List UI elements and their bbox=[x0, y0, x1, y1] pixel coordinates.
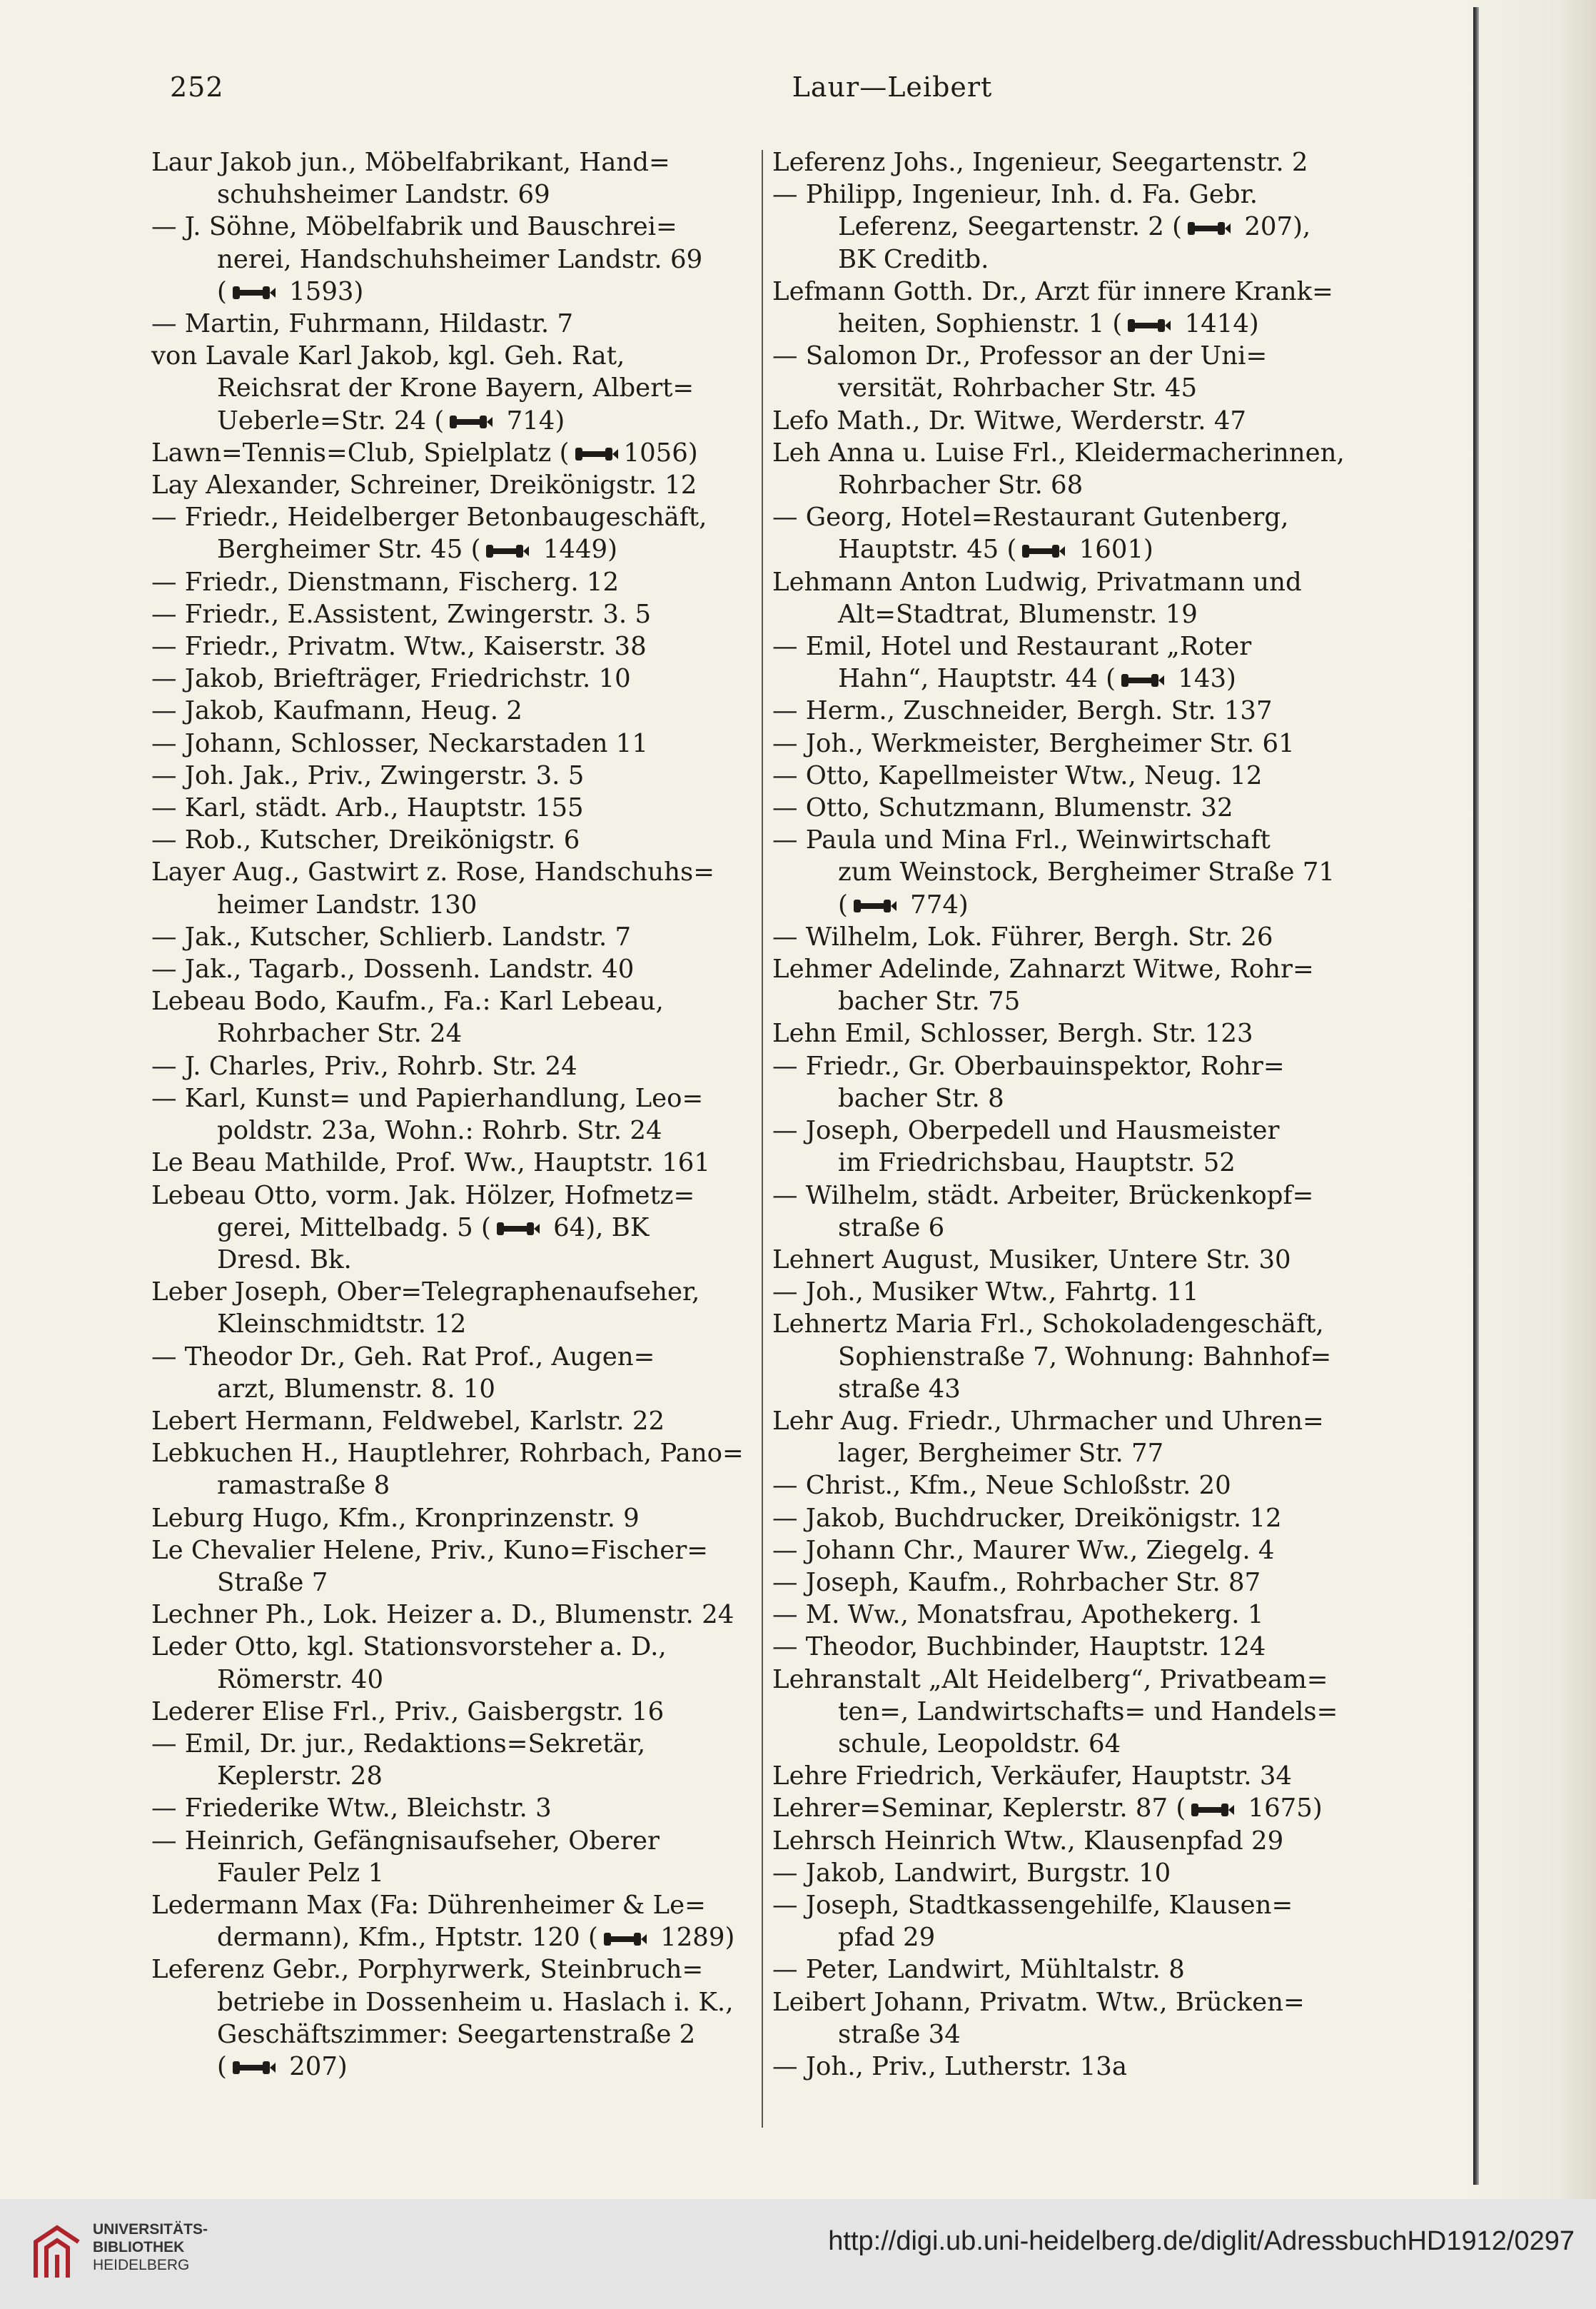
entry-line: poldstr. 23a, Wohn.: Rohrb. Str. 24 bbox=[217, 1116, 662, 1146]
directory-entry bbox=[151, 953, 758, 985]
entry-line: — Otto, Schutzmann, Blumenstr. 32 bbox=[772, 792, 1372, 824]
directory-entry bbox=[151, 566, 758, 598]
directory-entry bbox=[151, 760, 758, 792]
source-url-link[interactable]: http://digi.ub.uni-heidelberg.de/diglit/AdressbuchHD1912/0297 bbox=[828, 2226, 1575, 2256]
directory-entry bbox=[151, 1792, 758, 1824]
telephone-icon bbox=[602, 1930, 648, 1948]
directory-entry bbox=[772, 760, 1372, 792]
directory-entry bbox=[772, 824, 1372, 921]
entry-line: — M. Ww., Monatsfrau, Apothekerg. 1 bbox=[772, 1599, 1372, 1631]
entry-line: Ueberle=Str. 24 ( 714) bbox=[217, 406, 565, 436]
entry-line: schule, Leopoldstr. 64 bbox=[838, 1729, 1121, 1759]
directory-entry bbox=[772, 953, 1372, 1017]
entry-line: ten=, Landwirtschafts= und Handels= bbox=[838, 1696, 1338, 1726]
entry-line: im Friedrichsbau, Hauptstr. 52 bbox=[838, 1148, 1236, 1178]
entry-line: Leburg Hugo, Kfm., Kronprinzenstr. 9 bbox=[151, 1503, 640, 1533]
telephone-icon bbox=[231, 283, 277, 302]
page-number: 252 bbox=[170, 71, 224, 103]
directory-entry bbox=[151, 663, 758, 695]
telephone-icon bbox=[1186, 219, 1232, 238]
directory-entry bbox=[772, 1599, 1372, 1631]
telephone-icon bbox=[495, 1219, 541, 1238]
entry-line: — Herm., Zuschneider, Bergh. Str. 137 bbox=[772, 695, 1372, 727]
entry-line: — Theodor, Buchbinder, Hauptstr. 124 bbox=[772, 1631, 1372, 1663]
directory-entry bbox=[151, 1825, 758, 1889]
entry-line: — Friedr., Privatm. Wtw., Kaiserstr. 38 bbox=[151, 630, 758, 663]
library-logo-icon bbox=[21, 2213, 100, 2292]
directory-entry bbox=[772, 276, 1372, 340]
entry-line: Leferenz, Seegartenstr. 2 ( 207), bbox=[838, 212, 1311, 242]
entry-line: Rohrbacher Str. 24 bbox=[217, 1019, 463, 1049]
telephone-icon bbox=[231, 2058, 277, 2077]
entry-line: — Emil, Hotel und Restaurant „Roter bbox=[772, 630, 1372, 663]
entry-line: Rohrbacher Str. 68 bbox=[838, 471, 1084, 500]
entry-line: Fauler Pelz 1 bbox=[217, 1858, 385, 1888]
entry-line: Sophienstraße 7, Wohnung: Bahnhof= bbox=[838, 1342, 1332, 1372]
directory-entry bbox=[772, 1469, 1372, 1501]
entry-line: — Salomon Dr., Professor an der Uni= bbox=[772, 340, 1372, 372]
entry-line: — Georg, Hotel=Restaurant Gutenberg, bbox=[772, 501, 1372, 533]
entry-line: — Jakob, Kaufmann, Heug. 2 bbox=[151, 695, 758, 727]
telephone-icon bbox=[485, 542, 530, 560]
directory-entry bbox=[151, 1534, 758, 1599]
entry-line: Kleinschmidtstr. 12 bbox=[217, 1309, 467, 1339]
entry-line: — Joh., Priv., Lutherstr. 13a bbox=[772, 2051, 1372, 2083]
right-column bbox=[772, 146, 1372, 2083]
directory-entry bbox=[151, 598, 758, 630]
entry-line: — Friedr., E.Assistent, Zwingerstr. 3. 5 bbox=[151, 598, 758, 630]
entry-line: ( 774) bbox=[838, 890, 969, 920]
entry-line: Geschäftszimmer: Seegartenstraße 2 bbox=[217, 2019, 696, 2049]
directory-entry bbox=[772, 1017, 1372, 1050]
directory-entry bbox=[151, 308, 758, 340]
telephone-icon bbox=[852, 897, 898, 915]
entry-line: — Friedr., Gr. Oberbauinspektor, Rohr= bbox=[772, 1050, 1372, 1082]
running-head: Laur—Leibert bbox=[792, 71, 993, 103]
library-name-line: BIBLIOTHEK bbox=[93, 2239, 185, 2255]
directory-entry bbox=[772, 1857, 1372, 1889]
entry-line: Lehrer=Seminar, Keplerstr. 87 ( 1675) bbox=[772, 1794, 1323, 1823]
directory-entry bbox=[772, 1792, 1372, 1824]
entry-line: pfad 29 bbox=[838, 1923, 936, 1953]
entry-line: — Friedr., Heidelberger Betonbaugeschäft, bbox=[151, 501, 758, 533]
entry-line: BK Creditb. bbox=[838, 244, 989, 274]
directory-entry bbox=[151, 728, 758, 760]
directory-entry bbox=[772, 405, 1372, 437]
entry-line: Lehrsch Heinrich Wtw., Klausenpfad 29 bbox=[772, 1826, 1284, 1856]
directory-entry bbox=[772, 1760, 1372, 1792]
directory-entry bbox=[151, 695, 758, 727]
entry-line: Lebert Hermann, Feldwebel, Karlstr. 22 bbox=[151, 1406, 665, 1436]
directory-entry bbox=[772, 1276, 1372, 1308]
entry-line: Leder Otto, kgl. Stationsvorsteher a. D., bbox=[151, 1632, 667, 1662]
directory-entry bbox=[772, 2051, 1372, 2083]
directory-entry bbox=[151, 211, 758, 308]
entry-line: Leibert Johann, Privatm. Wtw., Brücken= bbox=[772, 1987, 1305, 2017]
entry-line: Lay Alexander, Schreiner, Dreikönigstr. 12 bbox=[151, 471, 697, 500]
entry-line: Le Beau Mathilde, Prof. Ww., Hauptstr. 161 bbox=[151, 1148, 710, 1178]
entry-line: heimer Landstr. 130 bbox=[217, 890, 478, 920]
entry-line: bacher Str. 75 bbox=[838, 987, 1021, 1017]
entry-line: Lehnertz Maria Frl., Schokoladengeschäft, bbox=[772, 1309, 1324, 1339]
entry-line: — Rob., Kutscher, Dreikönigstr. 6 bbox=[151, 824, 758, 856]
directory-entry bbox=[151, 1147, 758, 1179]
directory-entry bbox=[772, 1244, 1372, 1276]
entry-line: Reichsrat der Krone Bayern, Albert= bbox=[217, 373, 695, 403]
entry-line: arzt, Blumenstr. 8. 10 bbox=[217, 1374, 495, 1404]
directory-entry bbox=[151, 792, 758, 824]
entry-line: Lehr Aug. Friedr., Uhrmacher und Uhren= bbox=[772, 1406, 1324, 1436]
entry-line: Hauptstr. 45 ( 1601) bbox=[838, 535, 1153, 565]
directory-entry bbox=[151, 146, 758, 211]
entry-line: straße 34 bbox=[838, 2019, 961, 2049]
entry-line: Römerstr. 40 bbox=[217, 1664, 384, 1694]
directory-entry bbox=[772, 921, 1372, 953]
entry-line: — Joseph, Kaufm., Rohrbacher Str. 87 bbox=[772, 1566, 1372, 1599]
entry-line: Lechner Ph., Lok. Heizer a. D., Blumenstr. 24 bbox=[151, 1600, 734, 1630]
entry-line: Hahn“, Hauptstr. 44 ( 143) bbox=[838, 664, 1236, 694]
entry-line: Ledermann Max (Fa: Dührenheimer & Le= bbox=[151, 1890, 706, 1920]
directory-entry bbox=[772, 1502, 1372, 1534]
directory-entry bbox=[772, 1953, 1372, 1986]
entry-line: Le Chevalier Helene, Priv., Kuno=Fischer= bbox=[151, 1535, 709, 1565]
directory-entry bbox=[151, 1889, 758, 1953]
directory-entry bbox=[772, 1115, 1372, 1179]
entry-line: Lehre Friedrich, Verkäufer, Hauptstr. 34 bbox=[772, 1761, 1292, 1791]
telephone-icon bbox=[1021, 542, 1066, 560]
directory-entry bbox=[151, 921, 758, 953]
directory-entry bbox=[151, 1502, 758, 1534]
entry-line: straße 43 bbox=[838, 1374, 961, 1404]
entry-line: — Jak., Tagarb., Dossenh. Landstr. 40 bbox=[151, 953, 758, 985]
entry-line: Lehn Emil, Schlosser, Bergh. Str. 123 bbox=[772, 1019, 1253, 1049]
telephone-icon bbox=[574, 445, 620, 463]
entry-line: Alt=Stadtrat, Blumenstr. 19 bbox=[838, 599, 1198, 629]
binding-edge-line bbox=[1473, 7, 1479, 2185]
page-header bbox=[0, 71, 1370, 114]
directory-entry bbox=[151, 469, 758, 501]
entry-line: — Christ., Kfm., Neue Schloßstr. 20 bbox=[772, 1469, 1372, 1501]
entry-line: — Johann, Schlosser, Neckarstaden 11 bbox=[151, 728, 758, 760]
column-divider bbox=[762, 150, 763, 2128]
entry-line: Lederer Elise Frl., Priv., Gaisbergstr. 16 bbox=[151, 1696, 665, 1726]
directory-entry bbox=[772, 340, 1372, 404]
directory-entry bbox=[151, 1050, 758, 1082]
directory-entry bbox=[772, 1534, 1372, 1566]
directory-entry bbox=[772, 1566, 1372, 1599]
directory-entry bbox=[151, 1437, 758, 1501]
entry-line: — Jakob, Buchdrucker, Dreikönigstr. 12 bbox=[772, 1502, 1372, 1534]
entry-line: Lebeau Bodo, Kaufm., Fa.: Karl Lebeau, bbox=[151, 987, 664, 1017]
entry-line: Leber Joseph, Ober=Telegraphenaufseher, bbox=[151, 1277, 700, 1307]
directory-entry bbox=[151, 856, 758, 920]
directory-entry bbox=[772, 1631, 1372, 1663]
entry-line: — Karl, Kunst= und Papierhandlung, Leo= bbox=[151, 1082, 758, 1115]
entry-line: — Jakob, Briefträger, Friedrichstr. 10 bbox=[151, 663, 758, 695]
directory-entry bbox=[772, 1405, 1372, 1469]
telephone-icon bbox=[1120, 671, 1166, 690]
entry-line: ( 207) bbox=[217, 2051, 348, 2081]
entry-line: Lefo Math., Dr. Witwe, Werderstr. 47 bbox=[772, 406, 1246, 436]
entry-line: Lawn=Tennis=Club, Spielplatz ( 1056) bbox=[151, 438, 698, 468]
page-edge bbox=[1464, 0, 1596, 2199]
entry-line: — Friederike Wtw., Bleichstr. 3 bbox=[151, 1792, 758, 1824]
library-name bbox=[93, 2220, 208, 2274]
entry-line: — Wilhelm, städt. Arbeiter, Brückenkopf= bbox=[772, 1179, 1372, 1212]
entry-line: Lehranstalt „Alt Heidelberg“, Privatbeam= bbox=[772, 1664, 1328, 1694]
directory-entry bbox=[772, 501, 1372, 565]
entry-line: — Heinrich, Gefängnisaufseher, Oberer bbox=[151, 1825, 758, 1857]
entry-line: Dresd. Bk. bbox=[217, 1244, 352, 1274]
entry-line: — Jakob, Landwirt, Burgstr. 10 bbox=[772, 1857, 1372, 1889]
directory-entry bbox=[772, 792, 1372, 824]
entry-line: betriebe in Dossenheim u. Haslach i. K., bbox=[217, 1987, 734, 2017]
entry-line: — Johann Chr., Maurer Ww., Ziegelg. 4 bbox=[772, 1534, 1372, 1566]
directory-entry bbox=[772, 437, 1372, 501]
left-column bbox=[151, 146, 758, 2083]
entry-line: schuhsheimer Landstr. 69 bbox=[217, 180, 550, 210]
entry-line: — J. Söhne, Möbelfabrik und Bauschrei= bbox=[151, 211, 758, 243]
entry-line: — Philipp, Ingenieur, Inh. d. Fa. Gebr. bbox=[772, 178, 1372, 211]
entry-line: dermann), Kfm., Hptstr. 120 ( 1289) bbox=[217, 1923, 735, 1953]
directory-entry bbox=[151, 1599, 758, 1631]
directory-entry bbox=[772, 1308, 1372, 1405]
telephone-icon bbox=[1126, 316, 1172, 335]
entry-line: von Lavale Karl Jakob, kgl. Geh. Rat, bbox=[151, 341, 625, 371]
entry-line: lager, Bergheimer Str. 77 bbox=[838, 1439, 1164, 1469]
library-name-line: UNIVERSITÄTS- bbox=[93, 2221, 208, 2238]
library-name-line: HEIDELBERG bbox=[93, 2257, 190, 2273]
directory-entry bbox=[772, 1889, 1372, 1953]
entry-line: Lehmer Adelinde, Zahnarzt Witwe, Rohr= bbox=[772, 955, 1314, 985]
entry-line: — Joseph, Oberpedell und Hausmeister bbox=[772, 1115, 1372, 1147]
entry-line: — Peter, Landwirt, Mühltalstr. 8 bbox=[772, 1953, 1372, 1986]
entry-line: ( 1593) bbox=[217, 276, 364, 306]
entry-line: Straße 7 bbox=[217, 1567, 328, 1597]
directory-entry bbox=[772, 178, 1372, 276]
entry-line: Lehmann Anton Ludwig, Privatmann und bbox=[772, 567, 1302, 597]
entry-line: bacher Str. 8 bbox=[838, 1083, 1004, 1113]
entry-line: — Joseph, Stadtkassengehilfe, Klausen= bbox=[772, 1889, 1372, 1921]
entry-line: — J. Charles, Priv., Rohrb. Str. 24 bbox=[151, 1050, 758, 1082]
directory-entry bbox=[772, 1050, 1372, 1115]
entry-line: versität, Rohrbacher Str. 45 bbox=[838, 373, 1198, 403]
entry-line: zum Weinstock, Bergheimer Straße 71 bbox=[838, 857, 1335, 887]
entry-line: — Friedr., Dienstmann, Fischerg. 12 bbox=[151, 566, 758, 598]
entry-line: Leferenz Johs., Ingenieur, Seegartenstr. 2 bbox=[772, 148, 1308, 177]
entry-line: Keplerstr. 28 bbox=[217, 1761, 383, 1791]
directory-entry bbox=[772, 1664, 1372, 1761]
entry-line: — Theodor Dr., Geh. Rat Prof., Augen= bbox=[151, 1341, 758, 1373]
directory-entry bbox=[151, 824, 758, 856]
entry-line: Leh Anna u. Luise Frl., Kleidermacherinnen, bbox=[772, 438, 1345, 468]
entry-line: — Emil, Dr. jur., Redaktions=Sekretär, bbox=[151, 1728, 758, 1760]
entry-line: — Wilhelm, Lok. Führer, Bergh. Str. 26 bbox=[772, 921, 1372, 953]
entry-line: — Otto, Kapellmeister Wtw., Neug. 12 bbox=[772, 760, 1372, 792]
directory-entry bbox=[772, 1825, 1372, 1857]
telephone-icon bbox=[448, 413, 494, 431]
entry-line: — Jak., Kutscher, Schlierb. Landstr. 7 bbox=[151, 921, 758, 953]
entry-line: nerei, Handschuhsheimer Landstr. 69 bbox=[217, 244, 703, 274]
entry-line: Lebkuchen H., Hauptlehrer, Rohrbach, Pano= bbox=[151, 1439, 744, 1469]
entry-line: gerei, Mittelbadg. 5 ( 64), BK bbox=[217, 1212, 650, 1242]
directory-entry bbox=[772, 728, 1372, 760]
entry-line: Leferenz Gebr., Porphyrwerk, Steinbruch= bbox=[151, 1955, 704, 1985]
directory-entry bbox=[151, 1696, 758, 1728]
entry-line: — Joh. Jak., Priv., Zwingerstr. 3. 5 bbox=[151, 760, 758, 792]
directory-entry bbox=[151, 1276, 758, 1340]
directory-entry bbox=[772, 630, 1372, 695]
directory-entry bbox=[151, 1179, 758, 1277]
entry-line: — Paula und Mina Frl., Weinwirtschaft bbox=[772, 824, 1372, 856]
entry-line: Layer Aug., Gastwirt z. Rose, Handschuhs= bbox=[151, 857, 714, 887]
directory-entry bbox=[772, 1986, 1372, 2051]
entry-line: heiten, Sophienstr. 1 ( 1414) bbox=[838, 309, 1259, 339]
entry-line: Lefmann Gotth. Dr., Arzt für innere Krank= bbox=[772, 276, 1333, 306]
entry-line: — Joh., Musiker Wtw., Fahrtg. 11 bbox=[772, 1276, 1372, 1308]
entry-line: — Martin, Fuhrmann, Hildastr. 7 bbox=[151, 308, 758, 340]
entry-line: ramastraße 8 bbox=[217, 1471, 390, 1501]
directory-entry bbox=[151, 1728, 758, 1792]
telephone-icon bbox=[1190, 1801, 1236, 1819]
directory-entry bbox=[772, 695, 1372, 727]
directory-entry bbox=[772, 146, 1372, 178]
footer-bar bbox=[0, 2199, 1596, 2309]
entry-line: Lehnert August, Musiker, Untere Str. 30 bbox=[772, 1244, 1291, 1274]
directory-entry bbox=[151, 437, 758, 469]
directory-entry bbox=[151, 1405, 758, 1437]
entry-line: straße 6 bbox=[838, 1212, 945, 1242]
directory-entry bbox=[151, 1082, 758, 1147]
entry-line: Bergheimer Str. 45 ( 1449) bbox=[217, 535, 617, 565]
directory-entry bbox=[151, 501, 758, 565]
directory-entry bbox=[151, 1953, 758, 2083]
entry-line: — Karl, städt. Arb., Hauptstr. 155 bbox=[151, 792, 758, 824]
directory-entry bbox=[151, 340, 758, 437]
directory-entry bbox=[151, 985, 758, 1050]
directory-entry bbox=[772, 566, 1372, 630]
directory-entry bbox=[151, 1341, 758, 1405]
directory-entry bbox=[151, 630, 758, 663]
entry-line: — Joh., Werkmeister, Bergheimer Str. 61 bbox=[772, 728, 1372, 760]
entry-line: Laur Jakob jun., Möbelfabrikant, Hand= bbox=[151, 148, 670, 177]
directory-entry bbox=[151, 1631, 758, 1695]
entry-line: Lebeau Otto, vorm. Jak. Hölzer, Hofmetz= bbox=[151, 1180, 695, 1210]
directory-entry bbox=[772, 1179, 1372, 1244]
